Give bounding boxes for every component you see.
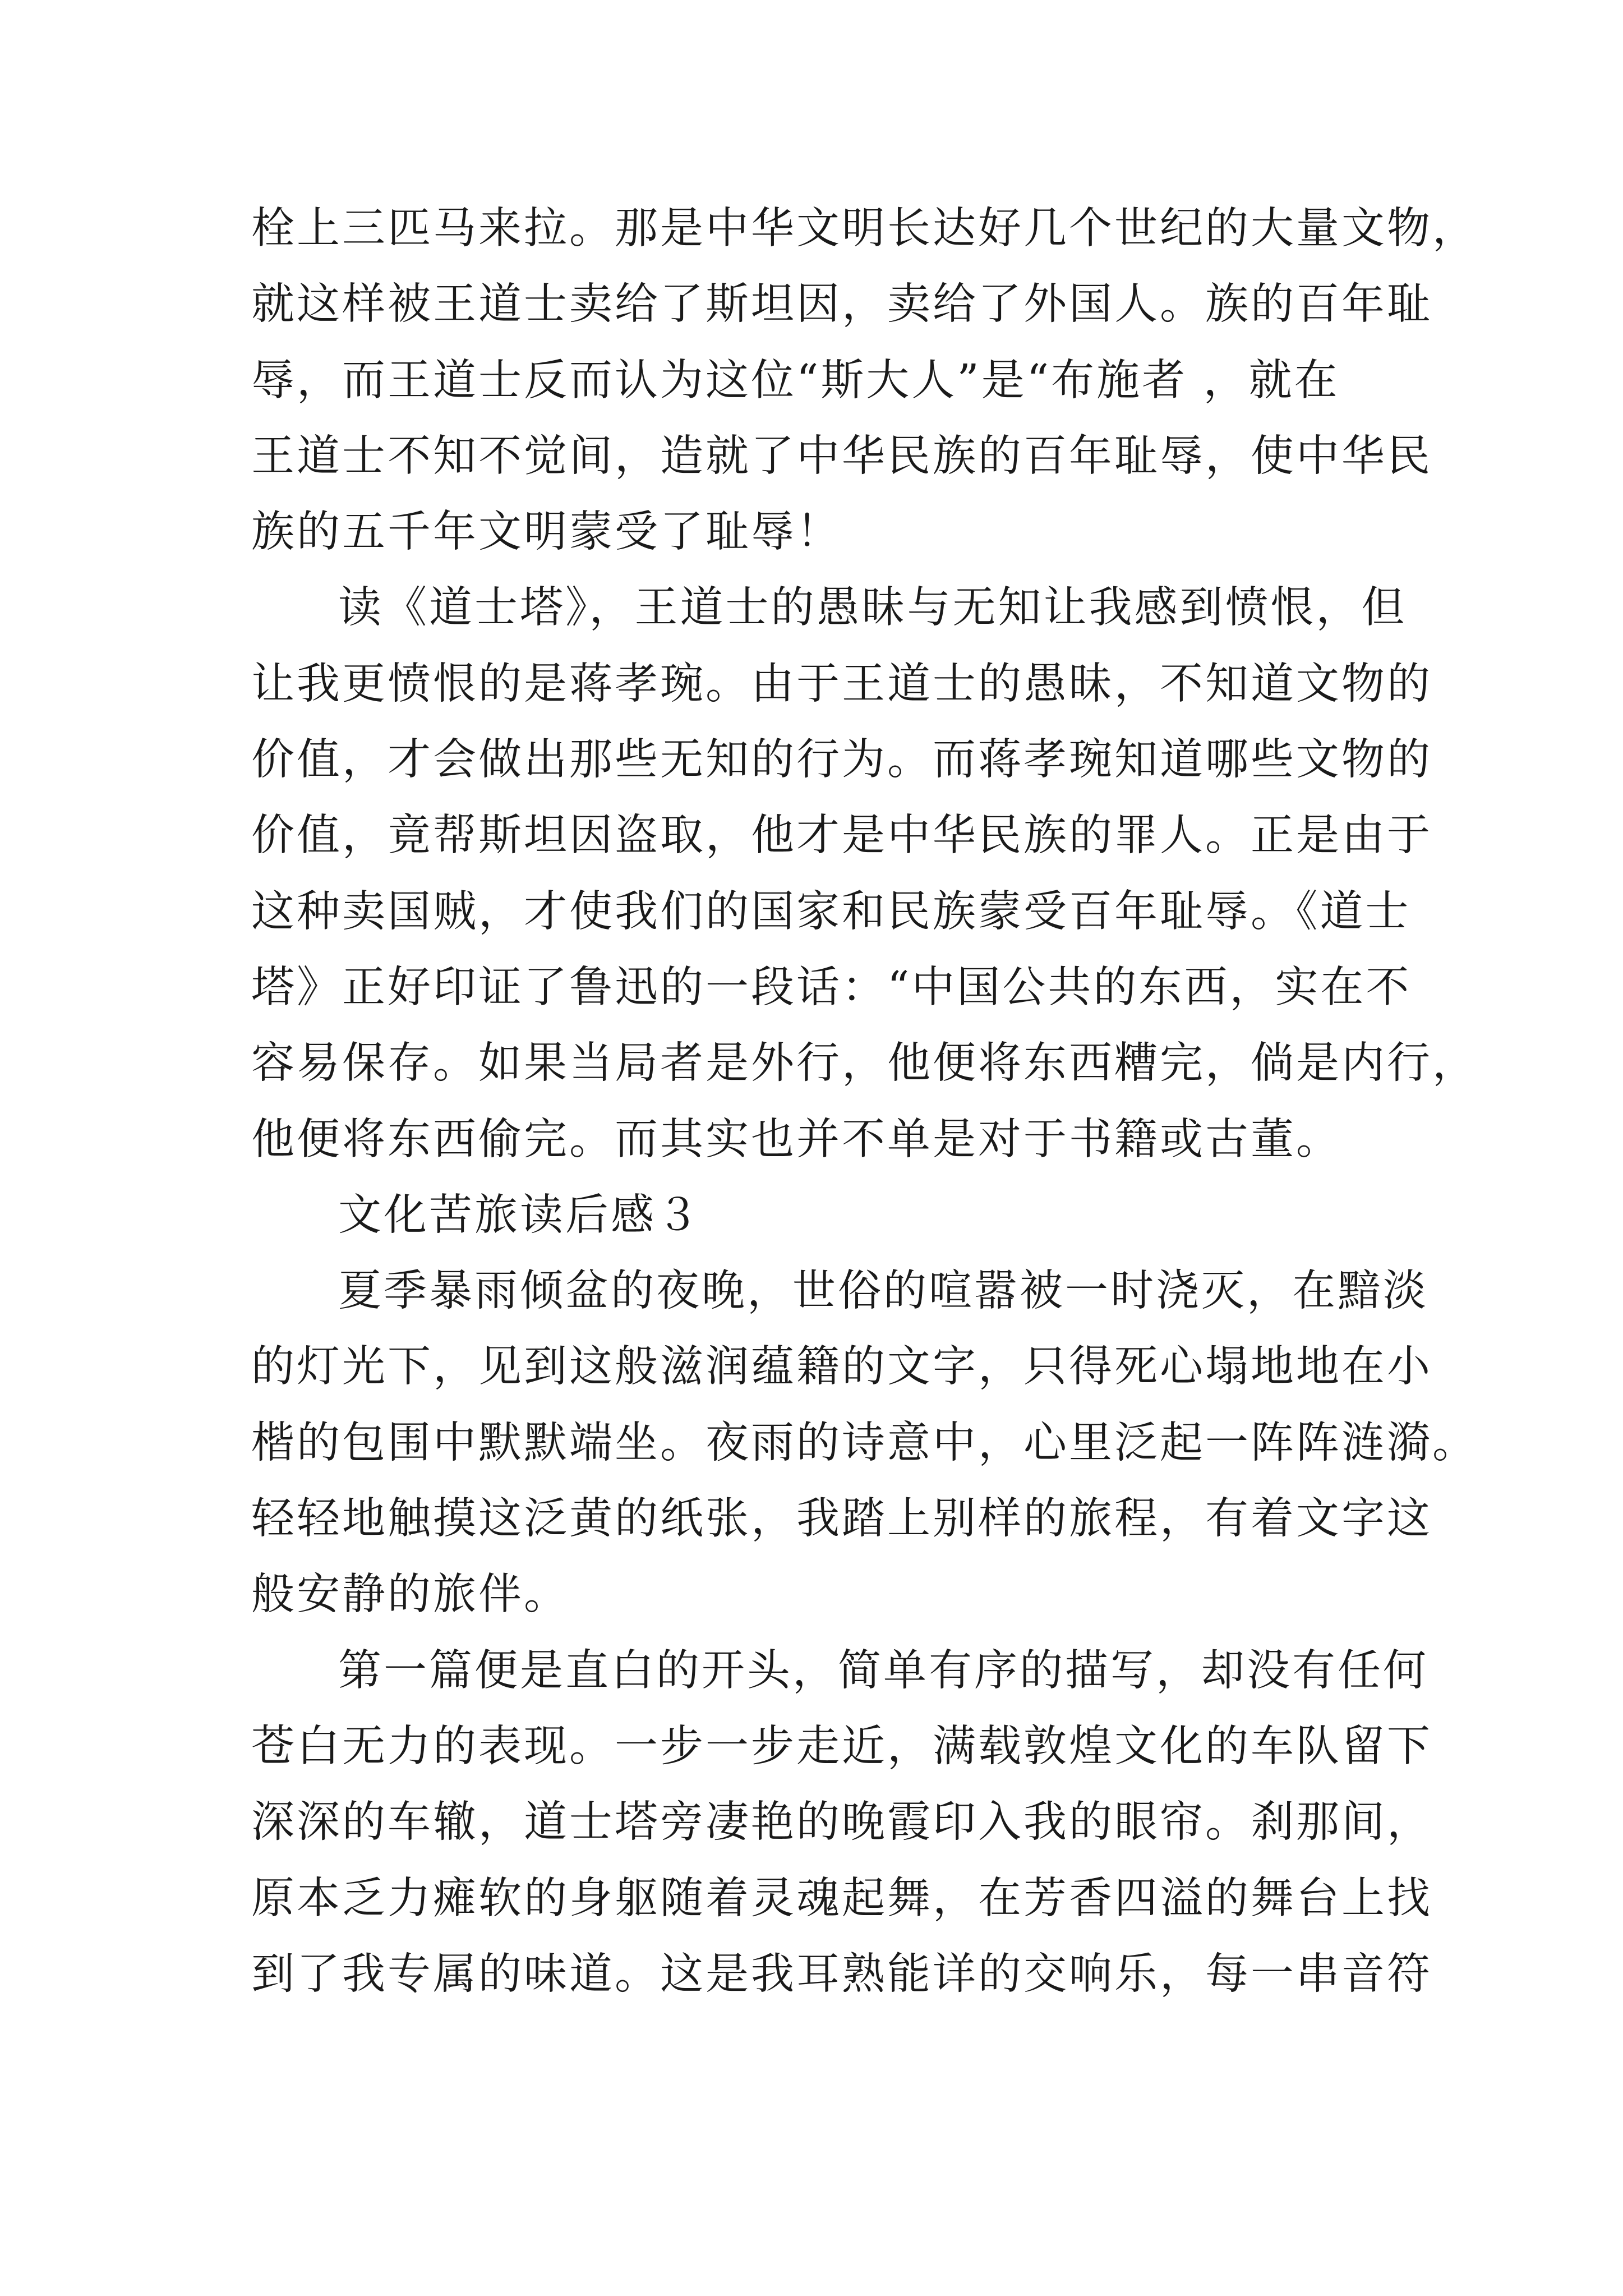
text-line: 就这样被王道士卖给了斯坦因，卖给了外国人。族的百年耻 — [251, 279, 1432, 330]
text-line: 价值，竟帮斯坦因盗取，他才是中华民族的罪人。正是由于 — [251, 811, 1432, 861]
text-line: 到了我专属的味道。这是我耳熟能详的交响乐，每一串音符 — [251, 1949, 1432, 1999]
text-line: 塔》正好印证了鲁迅的一段话：“中国公共的东西，实在不 — [251, 962, 1412, 1013]
text-line: 读《道士塔》，王道士的愚昧与无知让我感到愤恨，但 — [338, 583, 1407, 633]
text-line: 族的五千年文明蒙受了耻辱！ — [251, 507, 842, 558]
text-line: 这种卖国贼，才使我们的国家和民族蒙受百年耻辱。《道士 — [251, 886, 1411, 937]
text-line: 楷的包围中默默端坐。夜雨的诗意中，心里泛起一阵阵涟漪。 — [251, 1418, 1478, 1468]
text-line: 轻轻地触摸这泛黄的纸张，我踏上别样的旅程，有着文字这 — [251, 1494, 1432, 1544]
text-line: 让我更愤恨的是蒋孝琬。由于王道士的愚昧，不知道文物的 — [251, 659, 1432, 709]
text-line: 原本乏力瘫软的身躯随着灵魂起舞，在芳香四溢的舞台上找 — [251, 1873, 1432, 1924]
text-line: 容易保存。如果当局者是外行，他便将东西糟完，倘是内行， — [251, 1038, 1478, 1089]
text-line: 苍白无力的表现。一步一步走近，满载敦煌文化的车队留下 — [251, 1721, 1432, 1772]
text-line: 第一篇便是直白的开头，简单有序的描写，却没有任何 — [338, 1645, 1428, 1696]
text-line: 文化苦旅读后感３ — [338, 1190, 702, 1240]
text-line: 栓上三匹马来拉。那是中华文明长达好几个世纪的大量文物， — [251, 204, 1478, 254]
text-line: 的灯光下，见到这般滋润蕴籍的文字，只得死心塌地地在小 — [251, 1342, 1432, 1392]
text-line: 他便将东西偷完。而其实也并不单是对于书籍或古董。 — [251, 1114, 1341, 1165]
text-line: 价值，才会做出那些无知的行为。而蒋孝琬知道哪些文物的 — [251, 735, 1432, 785]
text-line: 般安静的旅伴。 — [251, 1570, 569, 1620]
text-line: 辱，而王道士反而认为这位“斯大人”是“布施者 ，就在 — [251, 355, 1340, 406]
text-line: 夏季暴雨倾盆的夜晚，世俗的喧嚣被一时浇灭，在黯淡 — [338, 1266, 1428, 1317]
document-body — [251, 191, 1478, 2012]
text-line: 王道士不知不觉间，造就了中华民族的百年耻辱，使中华民 — [251, 431, 1432, 481]
text-line: 深深的车辙，道士塔旁凄艳的晚霞印入我的眼帘。刹那间， — [251, 1797, 1432, 1848]
